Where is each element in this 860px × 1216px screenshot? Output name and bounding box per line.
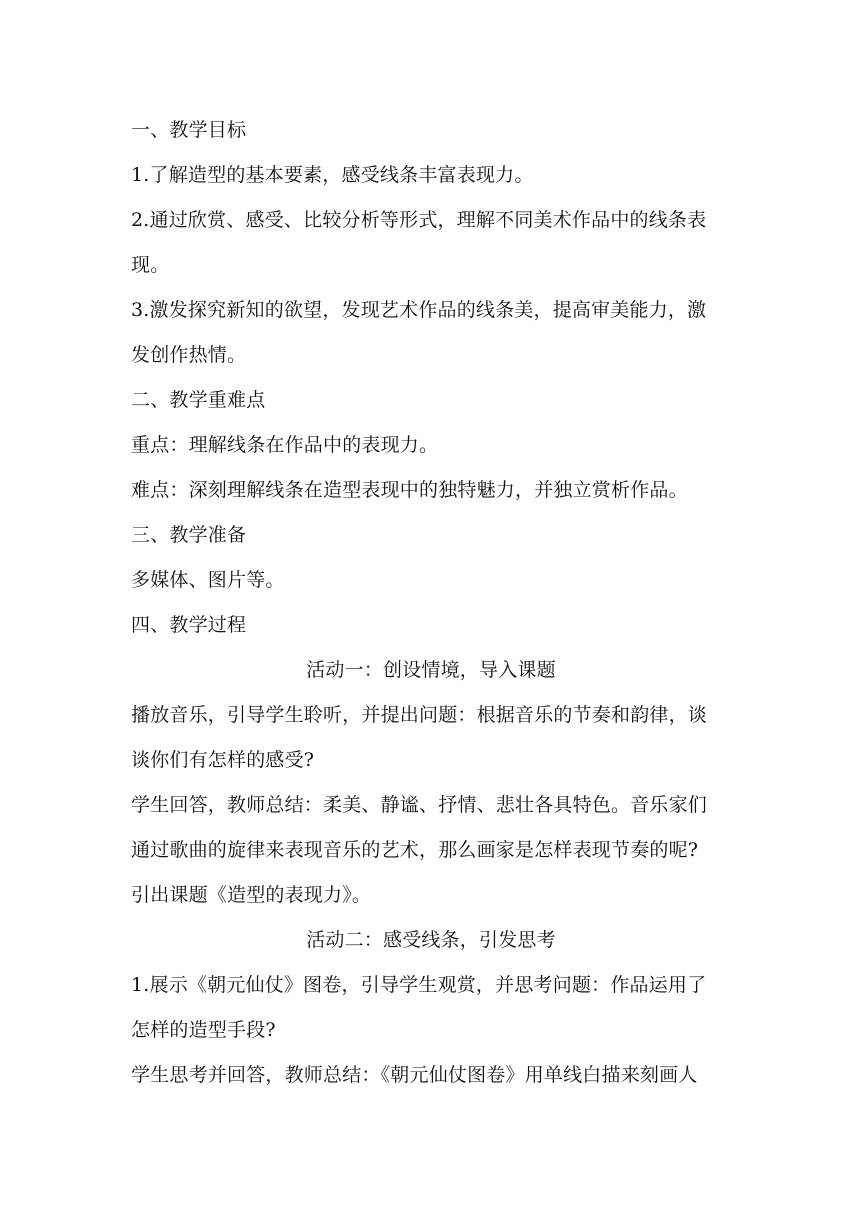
goal-item-3-line-1: 3.激发探究新知的欲望，发现艺术作品的线条美，提高审美能力，激 [131,299,707,321]
activity-1-heading: 活动一：创设情境，导入课题 [306,659,556,681]
section-heading-preparation: 三、教学准备 [131,524,247,546]
goal-item-2-line-2: 现。 [131,254,170,276]
preparation-text: 多媒体、图片等。 [131,569,285,591]
activity-1-paragraph-2-line-2: 通过歌曲的旋律来表现音乐的艺术，那么画家是怎样表现节奏的呢? [131,839,699,861]
goal-item-1: 1.了解造型的基本要素，感受线条丰富表现力。 [131,164,534,186]
key-point-text: 重点：理解线条在作品中的表现力。 [131,434,439,456]
activity-2-paragraph-line-1: 学生思考并回答，教师总结：《朝元仙仗图卷》用单线白描来刻画人 [131,1064,698,1086]
activity-2-item-1-line-2: 怎样的造型手段? [131,1019,276,1041]
activity-2-heading: 活动二：感受线条，引发思考 [306,929,556,951]
section-heading-key-points: 二、教学重难点 [131,389,266,411]
difficult-point-text: 难点：深刻理解线条在造型表现中的独特魅力，并独立赏析作品。 [131,479,688,501]
goal-item-3-line-2: 发创作热情。 [131,344,247,366]
activity-1-paragraph-1-line-2: 谈你们有怎样的感受? [131,749,315,771]
goal-item-2-line-1: 2.通过欣赏、感受、比较分析等形式，理解不同美术作品中的线条表 [131,209,707,231]
activity-2-item-1-line-1: 1.展示《朝元仙仗》图卷，引导学生观赏，并思考问题：作品运用了 [131,974,707,996]
section-heading-teaching-goals: 一、教学目标 [131,119,247,141]
activity-1-paragraph-2-line-3: 引出课题《造型的表现力》。 [131,884,372,906]
activity-1-paragraph-1-line-1: 播放音乐，引导学生聆听，并提出问题：根据音乐的节奏和韵律，谈 [131,704,708,726]
section-heading-process: 四、教学过程 [131,614,247,636]
activity-1-paragraph-2-line-1: 学生回答，教师总结：柔美、静谧、抒情、悲壮各具特色。音乐家们 [131,794,708,816]
document-body [131,108,731,1098]
